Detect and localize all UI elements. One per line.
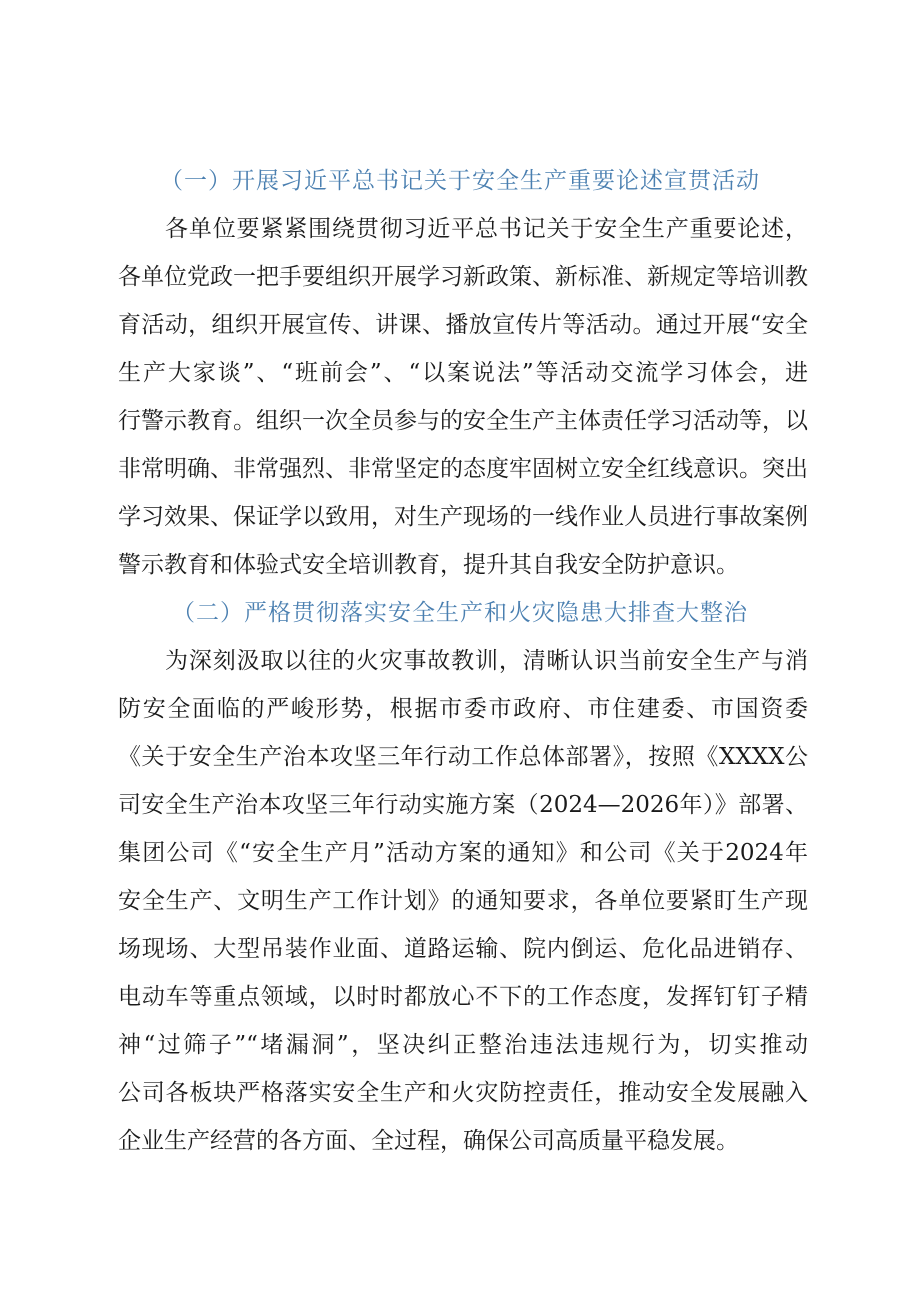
paragraph-line: 学习效果、保证学以致用，对生产现场的一线作业人员进行事故案例	[118, 504, 808, 530]
paragraph-line: 非常明确、非常强烈、非常坚定的态度牢固树立安全红线意识。突出	[118, 456, 808, 482]
paragraph-line: 各单位要紧紧围绕贯彻习近平总书记关于安全生产重要论述，	[165, 216, 808, 242]
paragraph-line: 企业生产经营的各方面、全过程，确保公司高质量平稳发展。	[118, 1128, 739, 1154]
paragraph-line: 电动车等重点领域，以时时都放心不下的工作态度，发挥钉钉子精	[118, 984, 808, 1010]
paragraph-line: 育活动，组织开展宣传、讲课、播放宣传片等活动。通过开展“安全	[118, 312, 808, 338]
paragraph-line: 集团公司《“安全生产月”活动方案的通知》和公司《关于2024年	[118, 840, 808, 866]
paragraph-line: 《关于安全生产治本攻坚三年行动工作总体部署》，按照《XXXX公	[118, 744, 808, 770]
paragraph-line: 各单位党政一把手要组织开展学习新政策、新标准、新规定等培训教	[118, 264, 808, 290]
paragraph-line: 场现场、大型吊装作业面、道路运输、院内倒运、危化品进销存、	[118, 936, 808, 962]
paragraph-line: 行警示教育。组织一次全员参与的安全生产主体责任学习活动等，以	[118, 408, 808, 434]
paragraph-line: 神“过筛子”“堵漏洞”，坚决纠正整治违法违规行为，切实推动	[118, 1032, 808, 1058]
section-2-heading: （二）严格贯彻落实安全生产和火灾隐患大排查大整治	[172, 600, 748, 626]
paragraph-line: 生产大家谈”、“班前会”、“以案说法”等活动交流学习体会，进	[118, 360, 808, 386]
paragraph-line: 司安全生产治本攻坚三年行动实施方案（2024—2026年）》部署、	[118, 792, 808, 818]
paragraph-line: 安全生产、文明生产工作计划》的通知要求，各单位要紧盯生产现	[118, 888, 808, 914]
paragraph-line: 公司各板块严格落实安全生产和火灾防控责任，推动安全发展融入	[118, 1080, 808, 1106]
section-1-heading: （一）开展习近平总书记关于安全生产重要论述宣贯活动	[160, 168, 760, 194]
paragraph-line: 警示教育和体验式安全培训教育，提升其自我安全防护意识。	[118, 552, 739, 578]
paragraph-line: 防安全面临的严峻形势，根据市委市政府、市住建委、市国资委	[118, 696, 808, 722]
paragraph-line: 为深刻汲取以往的火灾事故教训，清晰认识当前安全生产与消	[165, 648, 808, 674]
